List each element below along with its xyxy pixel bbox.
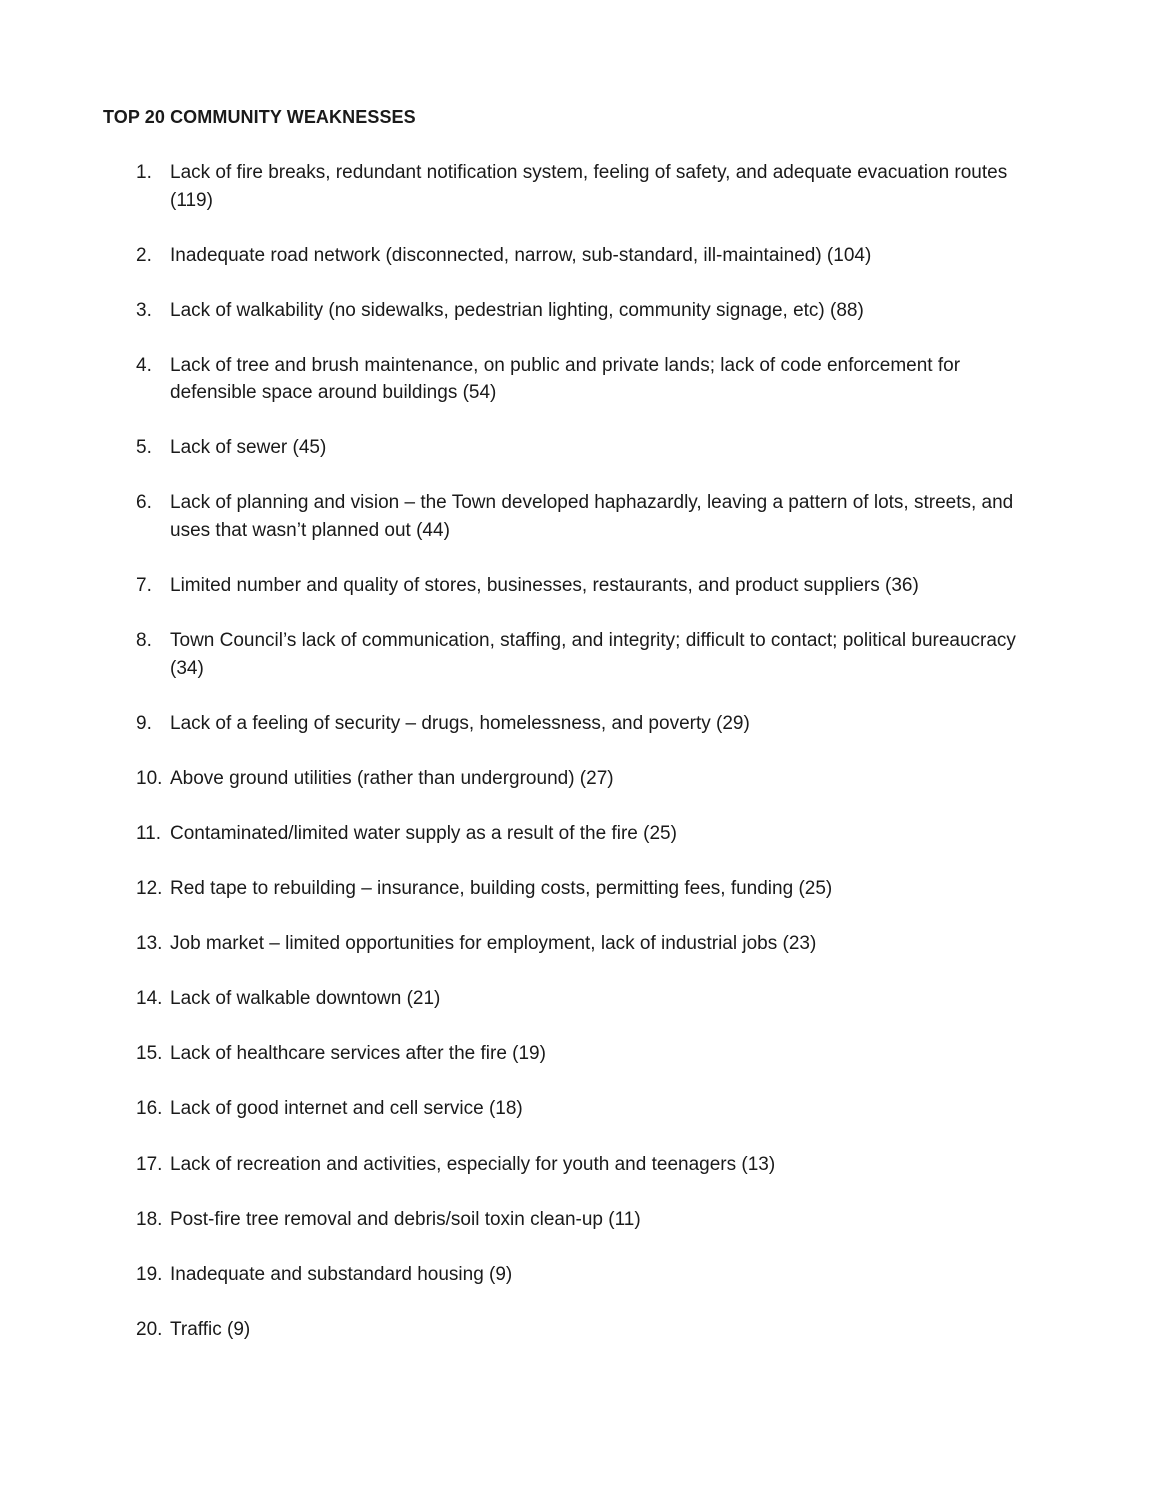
item-text: Lack of good internet and cell service (18) (170, 1098, 523, 1120)
list-item (136, 710, 1051, 738)
item-number: 10. (136, 767, 163, 789)
item-text: Lack of sewer (45) (170, 437, 327, 459)
list-item (136, 352, 1051, 407)
weakness-list (136, 159, 1051, 1371)
item-number: 19. (136, 1263, 163, 1285)
item-number: 11. (136, 822, 162, 844)
item-text: Town Council’s lack of communication, staffing, and integrity; difficult to contact; political bureaucracy (34) (170, 630, 1016, 679)
item-text: Lack of tree and brush maintenance, on public and private lands; lack of code enforcement for defensible space around buildings (54) (170, 354, 961, 404)
item-text: Lack of recreation and activities, especially for youth and teenagers (13) (170, 1153, 776, 1175)
item-number: 18. (136, 1208, 163, 1230)
list-item (136, 1040, 1051, 1068)
list-item (136, 985, 1051, 1013)
item-number: 8. (136, 630, 152, 652)
item-number: 2. (136, 244, 152, 266)
list-item (136, 572, 1051, 600)
list-item (136, 1316, 1051, 1344)
item-text: Red tape to rebuilding – insurance, building costs, permitting fees, funding (25) (170, 878, 833, 900)
document-title: TOP 20 COMMUNITY WEAKNESSES (103, 107, 416, 127)
item-text: Contaminated/limited water supply as a result of the fire (25) (170, 822, 677, 844)
item-number: 9. (136, 712, 152, 734)
item-number: 12. (136, 878, 163, 900)
list-item (136, 820, 1051, 848)
item-text: Above ground utilities (rather than underground) (27) (170, 767, 614, 789)
list-item (136, 627, 1051, 682)
item-text: Lack of walkable downtown (21) (170, 988, 441, 1010)
list-item (136, 1206, 1051, 1234)
list-item (136, 1261, 1051, 1289)
item-text: Lack of planning and vision – the Town developed haphazardly, leaving a pattern of lots, streets, and uses that wasn’t planned out (44) (170, 492, 1014, 541)
list-item (136, 242, 1051, 270)
item-text: Lack of healthcare services after the fire (19) (170, 1043, 546, 1065)
list-item (136, 297, 1051, 325)
item-number: 13. (136, 933, 163, 955)
item-number: 17. (136, 1153, 163, 1175)
item-number: 5. (136, 437, 152, 459)
item-text: Inadequate road network (disconnected, narrow, sub-standard, ill-maintained) (104) (170, 244, 872, 266)
item-number: 3. (136, 299, 152, 321)
list-item (136, 1095, 1051, 1123)
list-item (136, 765, 1051, 793)
item-number: 6. (136, 492, 152, 514)
list-item (136, 159, 1051, 214)
item-text: Lack of fire breaks, redundant notification system, feeling of safety, and adequate evacuation routes (119) (170, 162, 1008, 211)
item-text: Lack of walkability (no sidewalks, pedestrian lighting, community signage, etc) (88) (170, 299, 864, 321)
item-number: 14. (136, 988, 163, 1010)
item-text: Inadequate and substandard housing (9) (170, 1263, 513, 1285)
item-number: 1. (136, 162, 152, 183)
item-number: 7. (136, 575, 152, 597)
item-number: 20. (136, 1318, 163, 1340)
item-text: Limited number and quality of stores, businesses, restaurants, and product suppliers (36) (170, 575, 919, 597)
item-text: Lack of a feeling of security – drugs, homelessness, and poverty (29) (170, 712, 750, 734)
list-item (136, 1151, 1051, 1179)
list-item (136, 930, 1051, 958)
list-item (136, 434, 1051, 462)
item-number: 4. (136, 354, 152, 376)
item-number: 16. (136, 1098, 163, 1120)
item-text: Traffic (9) (170, 1318, 251, 1340)
list-item (136, 875, 1051, 903)
list-item (136, 489, 1051, 544)
item-text: Post-fire tree removal and debris/soil toxin clean-up (11) (170, 1208, 641, 1230)
item-text: Job market – limited opportunities for employment, lack of industrial jobs (23) (170, 933, 817, 955)
item-number: 15. (136, 1043, 163, 1065)
